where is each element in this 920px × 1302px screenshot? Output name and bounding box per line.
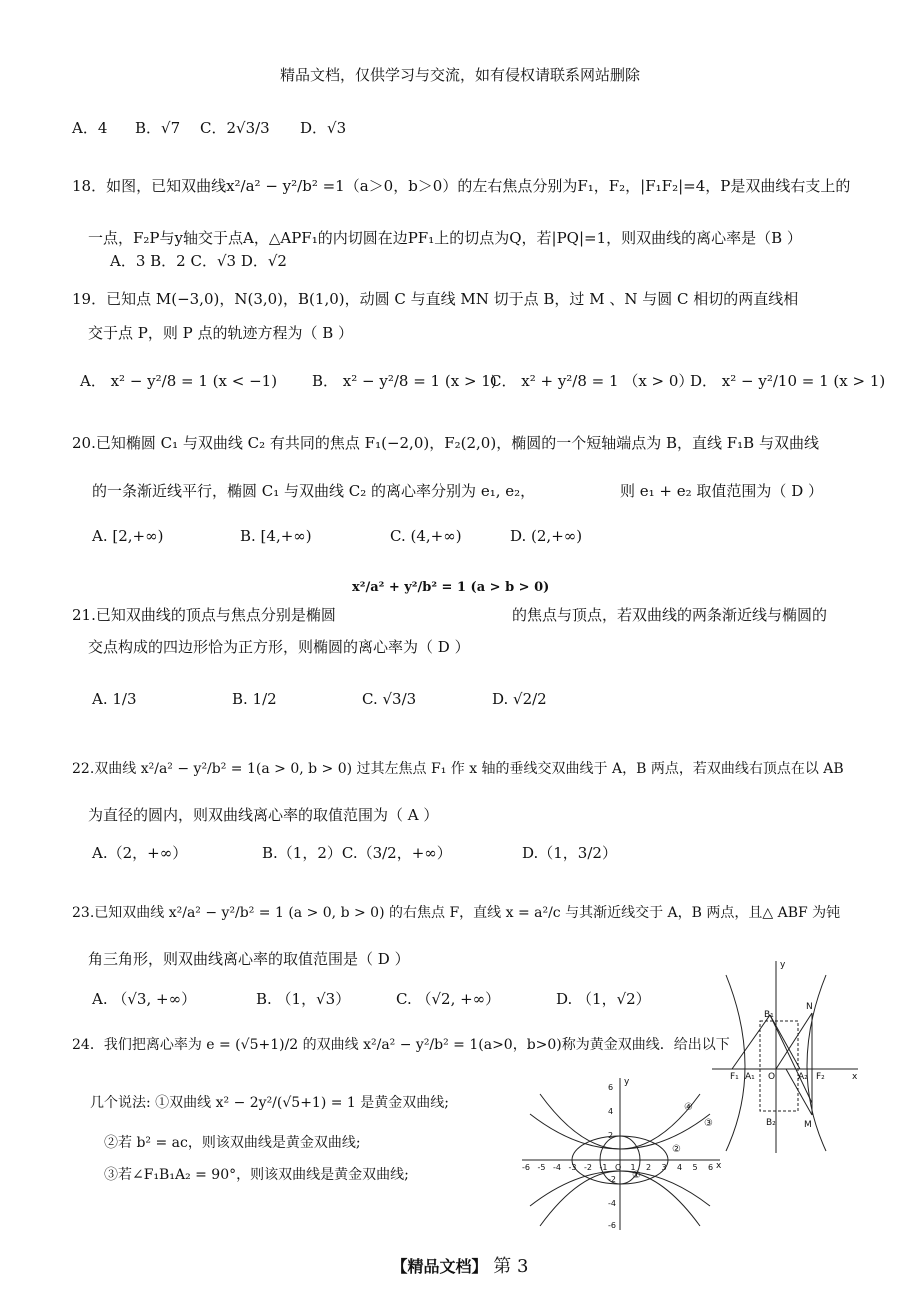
label-a2: A₂	[798, 1072, 808, 1082]
curves-x-tick: -2	[584, 1163, 592, 1172]
line-b1-a2	[770, 1015, 800, 1069]
q18-options: A．3 B．2 C．√3 D．√2	[110, 252, 287, 270]
q19-line1: 19．已知点 M(−3,0)，N(3,0)，B(1,0)，动圆 C 与直线 MN 切于点 B，过 M 、N 与圆 C 相切的两直线相	[72, 290, 799, 308]
q17-option-d: D．√3	[300, 119, 347, 137]
label-n: N	[806, 1002, 813, 1012]
curves-x-label: x	[716, 1161, 722, 1171]
curves-x-tick: -5	[537, 1163, 546, 1172]
q19-option-d: D． x² − y²/10 = 1 (x > 1)	[690, 372, 886, 390]
footer-bracket: 【精品文档】	[391, 1257, 488, 1276]
q21-line1b: 的焦点与顶点，若双曲线的两条渐近线与椭圆的	[512, 606, 828, 624]
q21-option-b: B. 1/2	[232, 690, 277, 708]
curve-label-2: ②	[672, 1144, 681, 1155]
q20-option-c: C. (4,+∞)	[390, 527, 462, 545]
curves-labels	[522, 1077, 722, 1230]
q23-option-a: A. （√3, +∞）	[92, 990, 197, 1008]
label-m: M	[804, 1120, 812, 1130]
line-f1-b1	[732, 1015, 770, 1069]
hyperbola-origin-label: O	[768, 1072, 776, 1082]
q23-option-d: D. （1，√2）	[556, 990, 651, 1008]
label-a1: A₁	[745, 1072, 755, 1082]
q23-option-c: C. （√2, +∞）	[396, 990, 501, 1008]
label-b1: B₁	[764, 1010, 774, 1020]
q21-option-c: C. √3/3	[362, 690, 417, 708]
q22-line2: 为直径的圆内，则双曲线离心率的取值范围为（ A ）	[88, 806, 439, 824]
q20-line2a: 的一条渐近线平行，椭圆 C₁ 与双曲线 C₂ 的离心率分别为 e₁, e₂，	[92, 482, 536, 500]
q22-option-bc: B.（1，2）C.（3/2，+∞）	[262, 844, 452, 862]
curve-label-4: ④	[684, 1102, 693, 1113]
q18-line1: 18．如图，已知双曲线x²/a² − y²/b² =1（a＞0，b＞0）的左右焦点分别为F₁，F₂，|F₁F₂|=4，P是双曲线右支上的	[72, 177, 851, 195]
q21-option-d: D. √2/2	[492, 690, 547, 708]
q21-option-a: A. 1/3	[92, 690, 137, 708]
curves-x-tick: 5	[692, 1163, 698, 1172]
page-header: 精品文档，仅供学习与交流，如有侵权请联系网站删除	[279, 66, 640, 84]
q17-option-b: B．√7	[135, 119, 181, 137]
q19-option-a: A． x² − y²/8 = 1 (x < −1)	[80, 372, 278, 390]
q22-line1: 22.双曲线 x²/a² − y²/b² = 1(a > 0, b > 0) 过其左焦点 F₁ 作 x 轴的垂线交双曲线于 A，B 两点，若双曲线右顶点在以 AB	[72, 761, 844, 777]
curves-y-tick: -4	[608, 1199, 616, 1208]
label-f2: F₂	[816, 1072, 825, 1082]
q20-option-d: D. (2,+∞)	[510, 527, 583, 545]
curves-y-tick: 4	[608, 1107, 614, 1116]
curves-x-tick: 3	[661, 1163, 667, 1172]
q22-option-a: A.（2，+∞）	[92, 844, 188, 862]
q24-item1: ②若 b² = ac，则该双曲线是黄金双曲线;	[104, 1135, 361, 1151]
curves-x-tick: 4	[677, 1163, 683, 1172]
q20-line2b: 则 e₁ + e₂ 取值范围为（ D ）	[620, 482, 823, 500]
q23-line1: 23.已知双曲线 x²/a² − y²/b² = 1 (a > 0, b > 0) 的右焦点 F，直线 x = a²/c 与其渐近线交于 A，B 两点，且△ ABF 为钝	[72, 905, 841, 921]
curves-x-tick: -4	[553, 1163, 561, 1172]
q24-item0: 几个说法: ①双曲线 x² − 2y²/(√5+1) = 1 是黄金双曲线;	[90, 1095, 449, 1111]
hyperbola-figure	[712, 955, 860, 1155]
q17-option-a: A．4	[72, 119, 108, 137]
hyperbola-x-label: x	[852, 1072, 858, 1082]
curves-x-tick: O	[615, 1163, 622, 1172]
q21-line1a: 21.已知双曲线的顶点与焦点分别是椭圆	[72, 606, 336, 624]
label-b2: B₂	[766, 1118, 776, 1128]
curves-y-tick: -6	[608, 1221, 616, 1230]
q18-line2: 一点，F₂P与y轴交于点A，△APF₁的内切圆在边PF₁上的切点为Q，若|PQ|=1，则双曲线的离心率是（B ）	[88, 229, 802, 247]
curves-x-tick: 6	[708, 1163, 714, 1172]
left-branch	[726, 975, 745, 1151]
q21-line2: 交点构成的四边形恰为正方形，则椭圆的离心率为（ D ）	[88, 638, 470, 656]
curves-x-tick: 1	[630, 1163, 636, 1172]
q20-line1: 20.已知椭圆 C₁ 与双曲线 C₂ 有共同的焦点 F₁(−2,0)，F₂(2,0)，椭圆的一个短轴端点为 B，直线 F₁B 与双曲线	[72, 434, 819, 452]
q22-option-d: D.（1，3/2）	[522, 844, 617, 862]
curves-y-tick: 6	[608, 1083, 614, 1092]
q17-option-c: C．2√3/3	[200, 119, 270, 137]
q20-option-b: B. [4,+∞)	[240, 527, 312, 545]
q21-formula: x²/a² + y²/b² = 1 (a > b > 0)	[352, 580, 550, 595]
footer-page: 第 3	[493, 1256, 529, 1277]
q19-option-b: B． x² − y²/8 = 1 (x > 1)	[312, 372, 497, 390]
q19-option-c: C． x² + y²/8 = 1 （x > 0）	[490, 372, 694, 390]
q23-option-b: B. （1，√3）	[256, 990, 351, 1008]
curves-y-tick: 2	[608, 1131, 614, 1140]
curves-y-label: y	[624, 1077, 630, 1087]
q24-line1: 24．我们把离心率为 e = (√5+1)/2 的双曲线 x²/a² − y²/b² = 1(a>0，b>0)称为黄金双曲线．给出以下	[72, 1037, 730, 1053]
curve-label-1: ①	[632, 1170, 641, 1181]
curves-y-tick: -2	[608, 1175, 616, 1184]
page-footer	[0, 1252, 920, 1278]
q19-line2: 交于点 P，则 P 点的轨迹方程为（ B ）	[88, 324, 354, 342]
hyperbola-y-label: y	[780, 960, 786, 970]
curves-figure	[520, 1074, 725, 1232]
q20-option-a: A. [2,+∞)	[92, 527, 164, 545]
q23-line2: 角三角形，则双曲线离心率的取值范围是（ D ）	[88, 950, 410, 968]
q24-item2: ③若∠F₁B₁A₂ = 90°，则该双曲线是黄金双曲线;	[104, 1167, 409, 1183]
curves-x-tick: -1	[599, 1163, 608, 1172]
curves-x-tick: -3	[568, 1163, 577, 1172]
label-f1: F₁	[730, 1072, 739, 1082]
curves-x-tick: -6	[522, 1163, 530, 1172]
curves-x-tick: 2	[646, 1163, 652, 1172]
curve-label-3: ③	[704, 1118, 713, 1129]
